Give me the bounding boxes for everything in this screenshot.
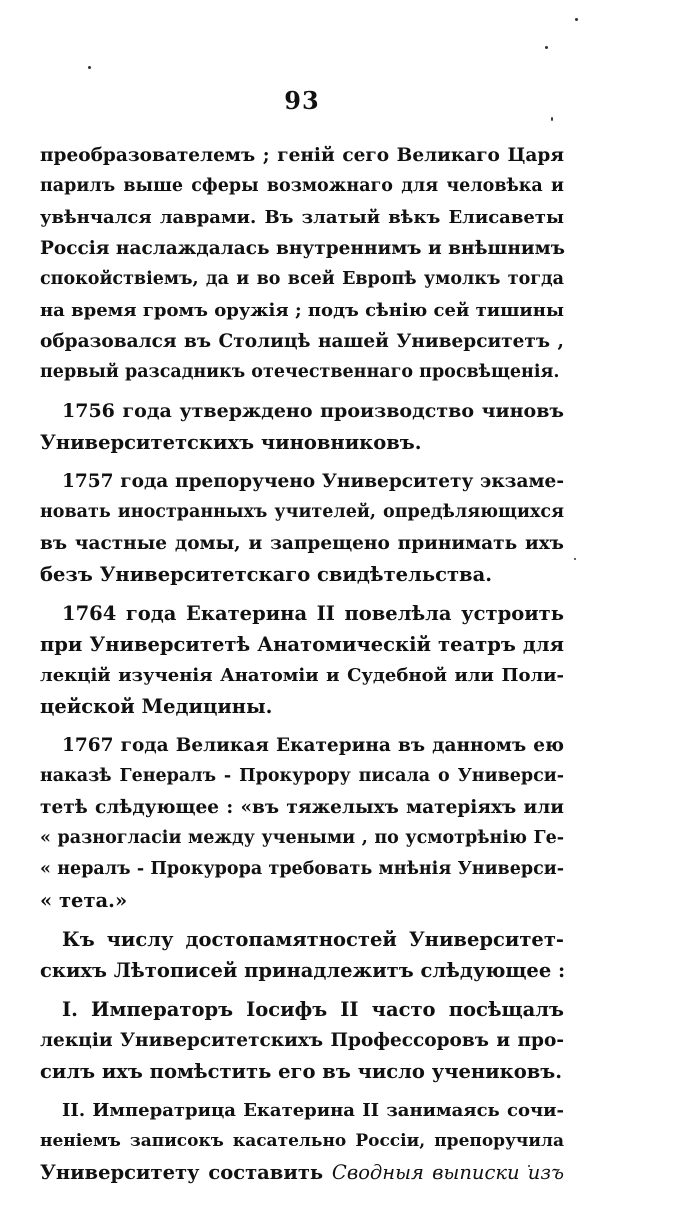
scan-speck	[88, 66, 91, 69]
paragraph	[40, 396, 564, 458]
scan-speck	[551, 117, 553, 121]
scan-speck	[574, 558, 576, 560]
paragraph	[40, 140, 564, 388]
text-line: II. Императрица Екатерина II занимаясь сочи-	[62, 1100, 564, 1121]
page-number: 93	[284, 86, 320, 115]
text-line: наказѣ Генералъ - Прокурору писала о Универси-	[40, 766, 564, 786]
text-line: Къ числу достопамятностей Университет-	[62, 928, 564, 951]
paragraph	[40, 1095, 564, 1188]
text-line: парилъ выше сферы возможнаго для человѣка и	[40, 176, 564, 196]
text-line: « разногласiи между учеными , по усмотрѣнiю Ге-	[40, 828, 564, 848]
text-line: Россiя наслаждалась внутреннимъ и внѣшнимъ	[40, 238, 565, 259]
text-line: при Университетѣ Анатомическiй театръ для	[40, 633, 564, 656]
text-span: Университету составить	[40, 1161, 332, 1184]
paragraph	[40, 994, 564, 1087]
text-line: лекцiи Университетскихъ Профессоровъ и про-	[40, 1030, 564, 1051]
text-line: 1767 года Великая Екатерина въ данномъ ею	[62, 735, 564, 756]
scan-speck	[545, 46, 548, 49]
body-text	[40, 140, 564, 1188]
paragraph	[40, 730, 564, 916]
paragraph	[40, 466, 564, 590]
text-line: I. Императоръ Iосифъ II часто посѣщалъ	[62, 998, 564, 1021]
paragraph	[40, 598, 564, 722]
text-line: 1756 года утверждено производство чиновъ	[62, 400, 564, 422]
text-line: Университетскихъ чиновниковъ.	[40, 431, 422, 454]
paragraph	[40, 924, 564, 986]
text-line: тетѣ слѣдующее : «въ тяжелыхъ матерiяхъ или	[40, 797, 564, 818]
text-line: 1764 года Екатерина II повелѣла устроить	[62, 602, 564, 625]
text-line	[40, 1157, 564, 1188]
italic-title: Сводныя выписки изъ	[331, 1161, 564, 1184]
text-line: на время громъ оружiя ; подъ сѣнiю сей тишины	[40, 300, 564, 321]
text-line: безъ Университетскаго свидѣтельства.	[40, 563, 492, 586]
scan-speck	[575, 18, 578, 21]
text-line: новать иностранныхъ учителей, опредѣляющихся	[40, 502, 564, 522]
text-line: въ частные домы, и запрещено принимать ихъ	[40, 533, 564, 554]
text-line: увѣнчался лаврами. Въ златый вѣкъ Елисаветы	[40, 207, 564, 228]
text-line: скихъ Лѣтописей принадлежитъ слѣдующее :	[40, 959, 566, 982]
text-line: спокойствiемъ, да и во всей Европѣ умолкъ тогда	[40, 269, 564, 289]
text-line: цейской Медицины.	[40, 695, 273, 718]
text-line: ненiемъ записокъ касательно Россiи, препоручила	[40, 1131, 564, 1151]
text-line: силъ ихъ помѣстить его въ число учениковъ.	[40, 1060, 563, 1083]
text-line: « тета.»	[40, 889, 128, 912]
text-line: преобразователемъ ; генiй сего Великаго Царя	[40, 145, 564, 166]
text-line: первый разсадникъ отечественнаго просвѣщенiя.	[40, 362, 560, 382]
text-line: 1757 года препоручено Университету экзаме-	[62, 471, 564, 492]
text-line: лекцiй изученiя Анатомiи и Судебной или Поли-	[40, 665, 564, 686]
text-line: образовался въ Столицѣ нашей Университетъ ,	[40, 331, 564, 352]
text-line: « нералъ - Прокурора требовать мнѣнiя Универси-	[40, 859, 564, 879]
